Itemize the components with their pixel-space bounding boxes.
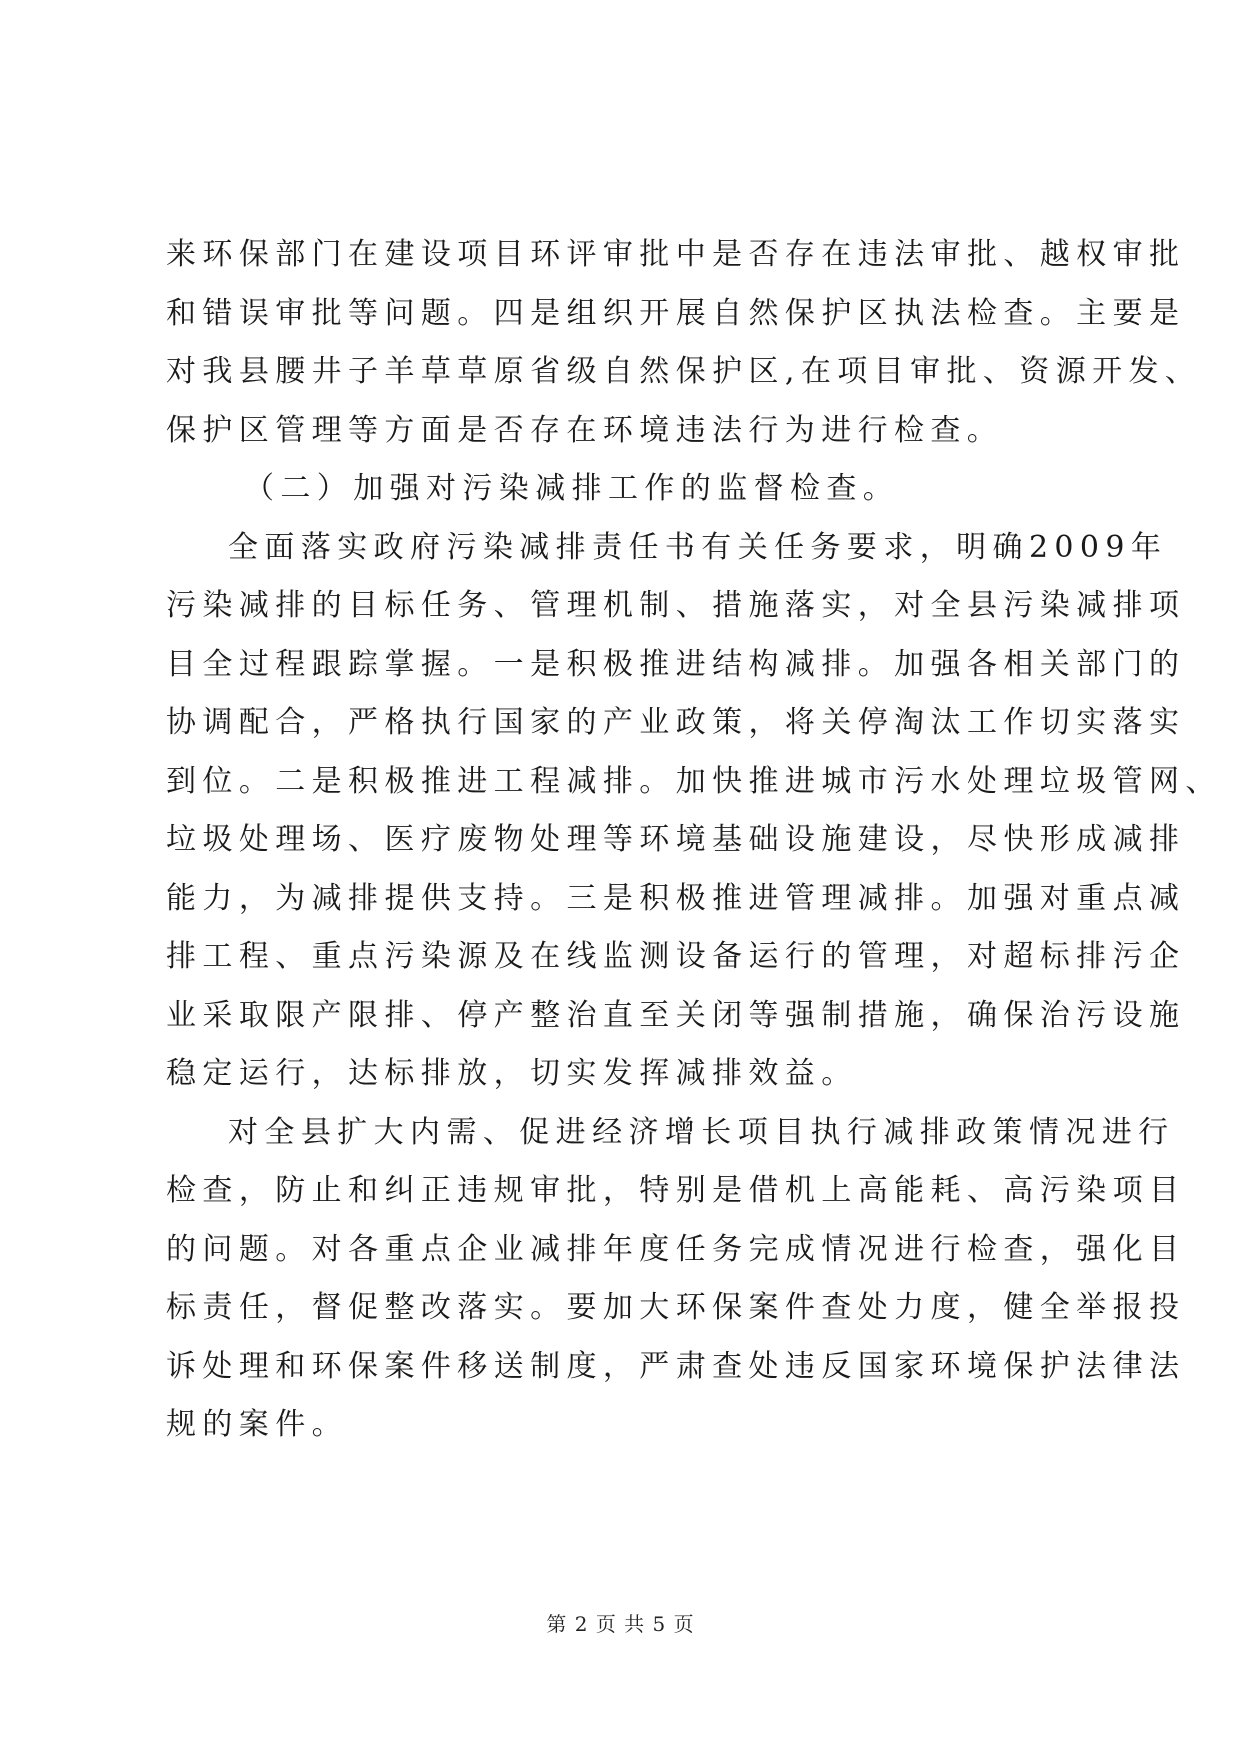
text-line: 的 问 题 。 对 各 重 点 企 业 减 排 年 度 任 务 完 成 情 况 进 行 检 查 ， 强 化 目	[166, 1231, 1186, 1267]
text-line: 协 调 配 合 ， 严 格 执 行 国 家 的 产 业 政 策 ， 将 关 停 淘 汰 工 作 切 实 落 实	[166, 705, 1186, 740]
text-line: 到 位 。 二 是 积 极 推 进 工 程 减 排 。 加 快 推 进 城 市 污 水 处 理 垃 圾 管 网 、	[166, 763, 1222, 799]
text-line: 对 我 县 腰 井 子 羊 草 草 原 省 级 自 然 保 护 区 , 在 项 目 审 批 、 资 源 开 发 、	[166, 354, 1202, 389]
document-body	[166, 226, 1222, 1455]
text-line: 排 工 程 、 重 点 污 染 源 及 在 线 监 测 设 备 运 行 的 管 理 ， 对 超 标 排 污 企	[166, 939, 1186, 974]
text-line: 标 责 任 ， 督 促 整 改 落 实 。 要 加 大 环 保 案 件 查 处 力 度 ， 健 全 举 报 投	[166, 1290, 1186, 1325]
text-line: 全 面 落 实 政 府 污 染 减 排 责 任 书 有 关 任 务 要 求 ， 明 确 2009 年	[228, 529, 1168, 565]
text-line: 和 错 误 审 批 等 问 题 。 四 是 组 织 开 展 自 然 保 护 区 执 法 检 查 。 主 要 是	[166, 295, 1186, 331]
text-line: 检 查 ， 防 止 和 纠 正 违 规 审 批 ， 特 别 是 借 机 上 高 能 耗 、 高 污 染 项 目	[166, 1173, 1186, 1208]
text-line: 能 力 ， 为 减 排 提 供 支 持 。 三 是 积 极 推 进 管 理 减 排 。 加 强 对 重 点 减	[166, 880, 1186, 916]
text-line: 规的案件。	[166, 1407, 348, 1442]
text-line: 诉 处 理 和 环 保 案 件 移 送 制 度 ， 严 肃 查 处 违 反 国 家 环 境 保 护 法 律 法	[166, 1348, 1186, 1384]
text-line: 稳定运行，达标排放，切实发挥减排效益。	[166, 1056, 858, 1091]
page-footer: 第 2 页 共 5 页	[546, 1612, 695, 1636]
text-line: 业 采 取 限 产 限 排 、 停 产 整 治 直 至 关 闭 等 强 制 措 施 ， 确 保 治 污 设 施	[166, 997, 1186, 1033]
text-line: 目 全 过 程 跟 踪 掌 握 。 一 是 积 极 推 进 结 构 减 排 。 加 强 各 相 关 部 门 的	[166, 646, 1186, 682]
text-line: 垃 圾 处 理 场 、 医 疗 废 物 处 理 等 环 境 基 础 设 施 建 设 ， 尽 快 形 成 减 排	[166, 822, 1186, 857]
text-line: 污 染 减 排 的 目 标 任 务 、 管 理 机 制 、 措 施 落 实 ， 对 全 县 污 染 减 排 项	[166, 588, 1186, 623]
section-heading: （二）加强对污染减排工作的监督检查。	[244, 471, 900, 506]
text-line: 保护区管理等方面是否存在环境违法行为进行检查。	[166, 412, 1004, 448]
text-line: 来 环 保 部 门 在 建 设 项 目 环 评 审 批 中 是 否 存 在 违 法 审 批 、 越 权 审 批	[166, 237, 1186, 272]
text-line: 对 全 县 扩 大 内 需 、 促 进 经 济 增 长 项 目 执 行 减 排 政 策 情 况 进 行	[228, 1114, 1175, 1150]
